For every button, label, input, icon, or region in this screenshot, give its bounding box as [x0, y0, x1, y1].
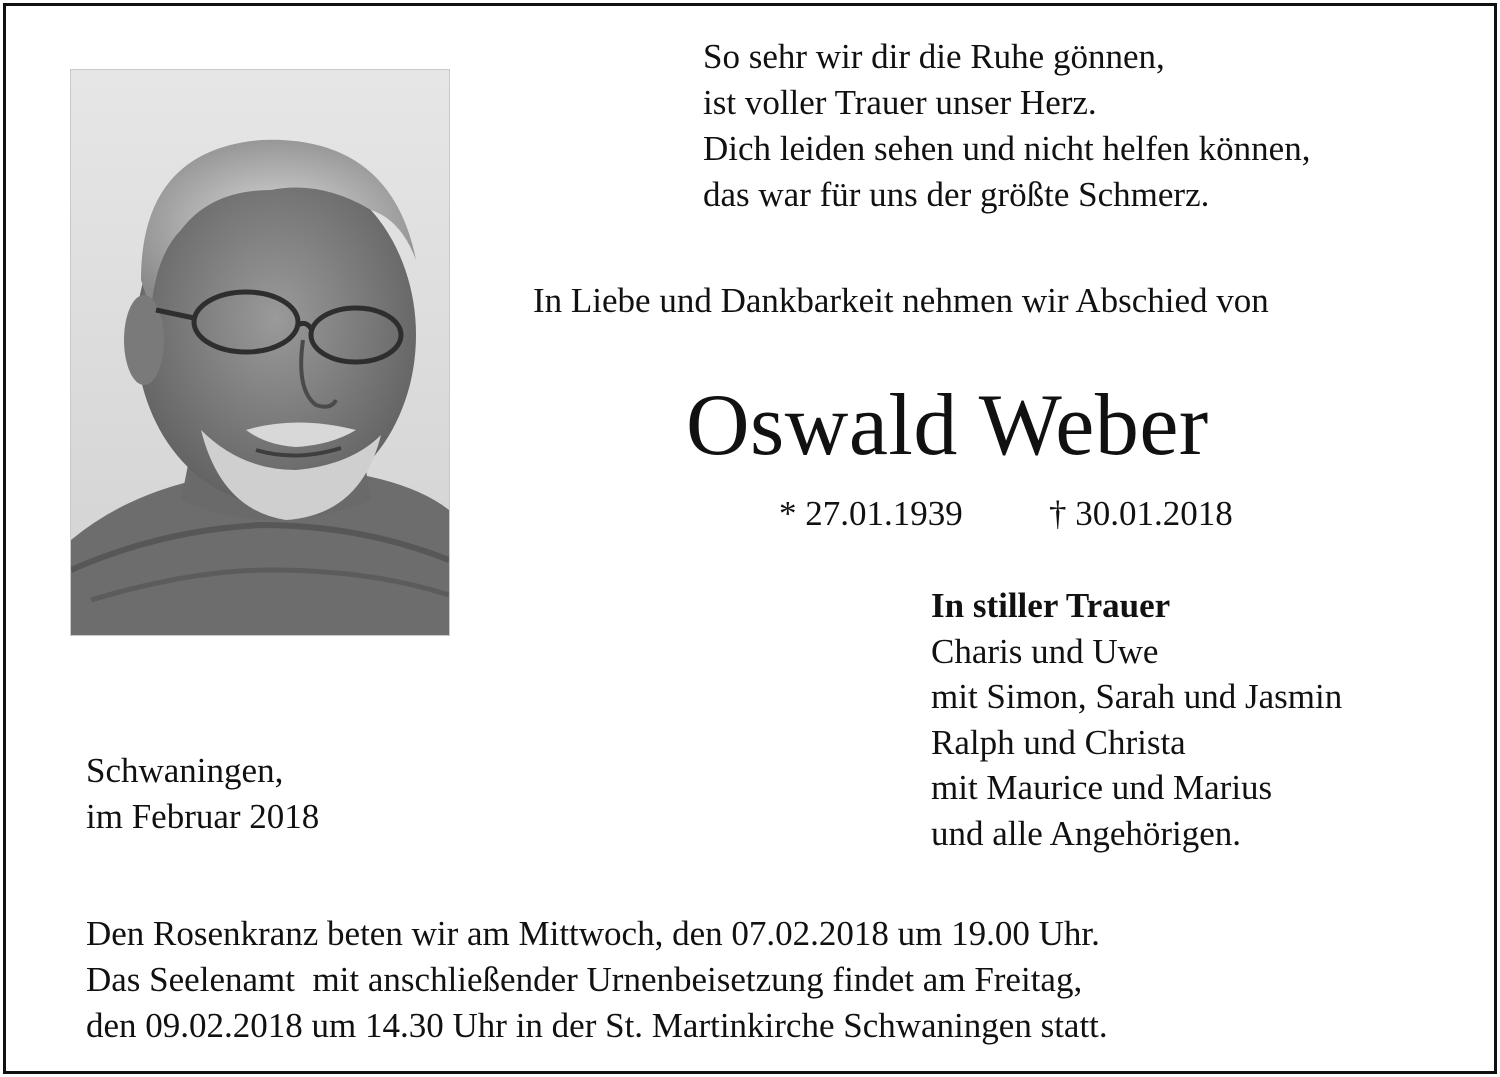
date-line: im Februar 2018 [86, 797, 320, 836]
place-line: Schwaningen, [86, 751, 284, 790]
service-line: Das Seelenamt mit anschließender Urnenbeisetzung findet am Freitag, [86, 960, 1083, 999]
mourners-list [931, 583, 1491, 856]
portrait-photo [70, 69, 450, 636]
poem-line: ist voller Trauer unser Herz. [703, 83, 1097, 122]
mourner-line: Charis und Uwe [931, 631, 1159, 671]
mourners-heading: In stiller Trauer [931, 586, 1171, 625]
mourner-line: mit Maurice und Marius [931, 768, 1273, 807]
birth-date: * 27.01.1939 [779, 494, 963, 533]
place-and-date [86, 748, 319, 840]
death-date: † 30.01.2018 [1049, 494, 1233, 533]
service-details [86, 911, 1486, 1049]
service-line: den 09.02.2018 um 14.30 Uhr in der St. Martinkirche Schwaningen statt. [86, 1006, 1108, 1045]
poem-line: das war für uns der größte Schmerz. [703, 175, 1210, 214]
poem-line: Dich leiden sehen und nicht helfen können, [703, 129, 1311, 168]
poem-line: So sehr wir dir die Ruhe gönnen, [703, 37, 1165, 76]
mourner-line: mit Simon, Sarah und Jasmin [931, 677, 1343, 716]
farewell-intro: In Liebe und Dankbarkeit nehmen wir Abschied von [533, 281, 1269, 320]
mourner-line: Ralph und Christa [931, 722, 1186, 762]
poem [703, 34, 1463, 218]
obituary-notice [3, 3, 1497, 1074]
deceased-name: Oswald Weber [686, 377, 1209, 474]
service-line: Den Rosenkranz beten wir am Mittwoch, den 07.02.2018 um 19.00 Uhr. [86, 914, 1100, 953]
mourner-line: und alle Angehörigen. [931, 813, 1242, 853]
